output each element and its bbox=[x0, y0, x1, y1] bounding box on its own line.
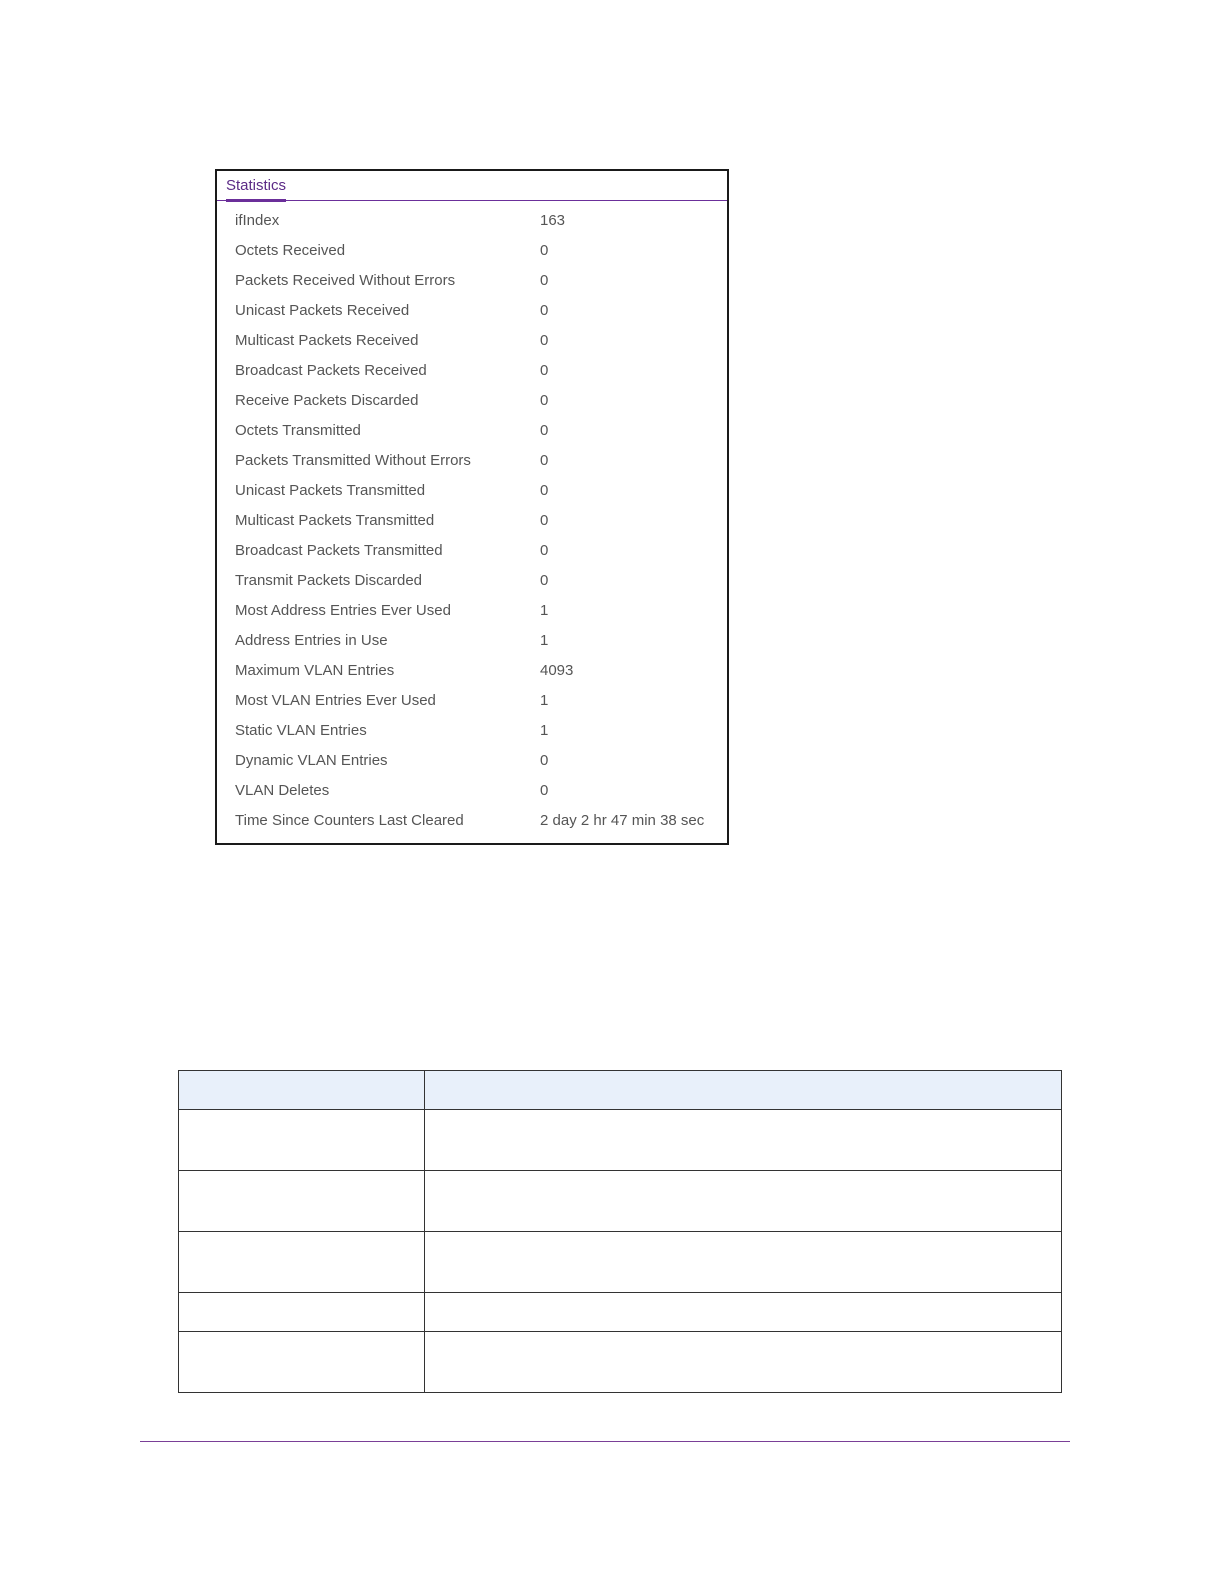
table-cell bbox=[425, 1232, 1062, 1293]
stat-value: 0 bbox=[540, 451, 549, 469]
table-cell bbox=[179, 1110, 425, 1171]
stat-row-time-since-counters-last-cleared bbox=[235, 805, 715, 835]
stat-row-transmit-packets-discarded bbox=[235, 565, 715, 595]
stat-row-most-vlan-entries-ever-used bbox=[235, 685, 715, 715]
stat-row-unicast-packets-transmitted bbox=[235, 475, 715, 505]
stat-value: 0 bbox=[540, 751, 549, 769]
stat-row-octets-transmitted bbox=[235, 415, 715, 445]
stat-row-most-address-entries-ever-used bbox=[235, 595, 715, 625]
table-cell bbox=[179, 1332, 425, 1393]
stat-value: 0 bbox=[540, 241, 549, 259]
stat-value: 1 bbox=[540, 631, 549, 649]
stat-row-ifindex bbox=[235, 205, 715, 235]
table-row bbox=[179, 1332, 1062, 1393]
stat-label: Octets Transmitted bbox=[235, 421, 361, 439]
table-header-cell bbox=[179, 1071, 425, 1110]
stat-label: Unicast Packets Transmitted bbox=[235, 481, 426, 499]
stat-label: Octets Received bbox=[235, 241, 346, 259]
stat-row-multicast-packets-transmitted bbox=[235, 505, 715, 535]
stat-row-packets-transmitted-without-errors bbox=[235, 445, 715, 475]
stat-value: 163 bbox=[540, 211, 566, 229]
stat-label: ifIndex bbox=[235, 211, 280, 229]
stat-row-receive-packets-discarded bbox=[235, 385, 715, 415]
stat-value: 0 bbox=[540, 361, 549, 379]
footer-divider bbox=[140, 1441, 1070, 1442]
stat-value: 1 bbox=[540, 601, 549, 619]
tab-underline-divider bbox=[217, 200, 727, 201]
stat-row-unicast-packets-received bbox=[235, 295, 715, 325]
stat-value: 0 bbox=[540, 571, 549, 589]
statistics-panel bbox=[215, 169, 729, 845]
stat-label: Multicast Packets Received bbox=[235, 331, 419, 349]
stat-value: 4093 bbox=[540, 661, 574, 679]
table-header-cell bbox=[425, 1071, 1062, 1110]
stat-value: 0 bbox=[540, 271, 549, 289]
stat-label: Multicast Packets Transmitted bbox=[235, 511, 435, 529]
stat-label: VLAN Deletes bbox=[235, 781, 330, 799]
stat-value: 0 bbox=[540, 301, 549, 319]
stat-value: 1 bbox=[540, 691, 549, 709]
stat-label: Maximum VLAN Entries bbox=[235, 661, 395, 679]
stat-label: Transmit Packets Discarded bbox=[235, 571, 423, 589]
table-cell bbox=[425, 1293, 1062, 1332]
table-row bbox=[179, 1110, 1062, 1171]
table-cell bbox=[425, 1332, 1062, 1393]
table-cell bbox=[425, 1110, 1062, 1171]
stat-label: Most VLAN Entries Ever Used bbox=[235, 691, 436, 709]
stat-value: 0 bbox=[540, 481, 549, 499]
stat-label: Packets Received Without Errors bbox=[235, 271, 456, 289]
stat-row-dynamic-vlan-entries bbox=[235, 745, 715, 775]
stat-label: Broadcast Packets Transmitted bbox=[235, 541, 443, 559]
stat-value: 0 bbox=[540, 511, 549, 529]
stat-value: 1 bbox=[540, 721, 549, 739]
table-cell bbox=[179, 1171, 425, 1232]
table-cell bbox=[179, 1293, 425, 1332]
stat-label: Time Since Counters Last Cleared bbox=[235, 811, 464, 829]
table-cell bbox=[179, 1232, 425, 1293]
statistics-list bbox=[235, 205, 715, 835]
stat-label: Most Address Entries Ever Used bbox=[235, 601, 451, 619]
stat-label: Unicast Packets Received bbox=[235, 301, 410, 319]
table-header-row bbox=[179, 1071, 1062, 1110]
table-row bbox=[179, 1232, 1062, 1293]
field-description-table bbox=[178, 1070, 1062, 1393]
stat-row-packets-received-without-errors bbox=[235, 265, 715, 295]
stat-row-octets-received bbox=[235, 235, 715, 265]
stat-label: Static VLAN Entries bbox=[235, 721, 367, 739]
stat-row-broadcast-packets-transmitted bbox=[235, 535, 715, 565]
stat-label: Dynamic VLAN Entries bbox=[235, 751, 388, 769]
table-row bbox=[179, 1171, 1062, 1232]
stat-value: 0 bbox=[540, 391, 549, 409]
stat-value: 0 bbox=[540, 331, 549, 349]
stat-row-static-vlan-entries bbox=[235, 715, 715, 745]
tab-statistics[interactable]: Statistics bbox=[226, 177, 286, 202]
stat-row-vlan-deletes bbox=[235, 775, 715, 805]
stat-label: Packets Transmitted Without Errors bbox=[235, 451, 471, 469]
stat-value: 2 day 2 hr 47 min 38 sec bbox=[540, 811, 705, 829]
stat-row-broadcast-packets-received bbox=[235, 355, 715, 385]
stat-label: Broadcast Packets Received bbox=[235, 361, 427, 379]
stat-value: 0 bbox=[540, 421, 549, 439]
stat-value: 0 bbox=[540, 781, 549, 799]
table-cell bbox=[425, 1171, 1062, 1232]
stat-label: Address Entries in Use bbox=[235, 631, 388, 649]
stat-row-multicast-packets-received bbox=[235, 325, 715, 355]
stat-row-maximum-vlan-entries bbox=[235, 655, 715, 685]
stat-row-address-entries-in-use bbox=[235, 625, 715, 655]
stat-label: Receive Packets Discarded bbox=[235, 391, 419, 409]
table-row bbox=[179, 1293, 1062, 1332]
stat-value: 0 bbox=[540, 541, 549, 559]
